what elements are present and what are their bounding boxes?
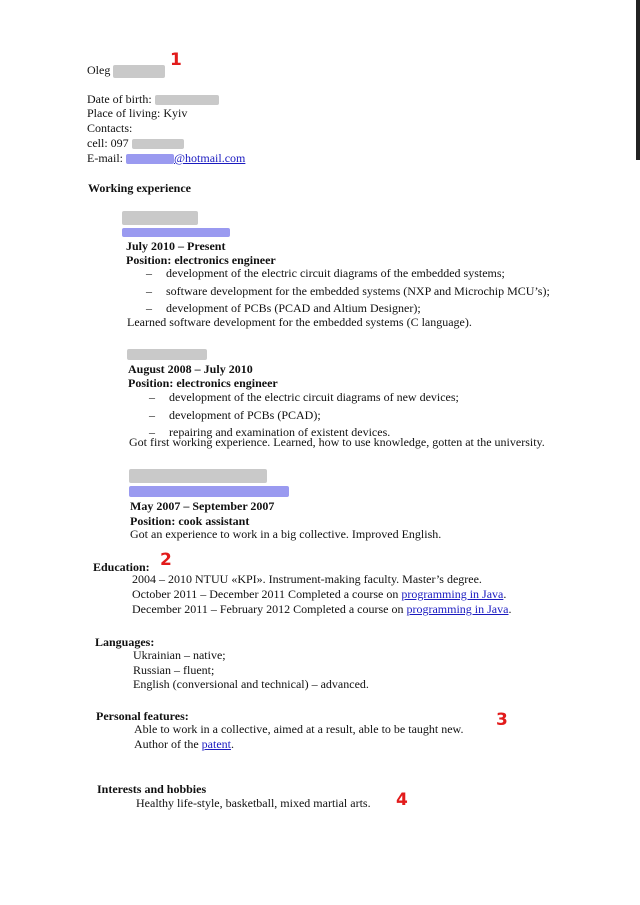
email-link[interactable]: @hotmail.com — [174, 151, 246, 165]
personal-feature-line: Able to work in a collective, aimed at a result, able to be taught new. — [134, 722, 464, 736]
marker-4: 4 — [396, 790, 408, 810]
email-line — [87, 151, 245, 166]
redacted-email-user — [126, 154, 174, 164]
place-line — [87, 106, 187, 121]
job-1-duty: – development of PCBs (PCAD and Altium Designer); — [146, 301, 550, 316]
cell-prefix: 097 — [110, 136, 129, 150]
place-value: Kyiv — [163, 106, 188, 120]
working-experience-title: Working experience — [88, 181, 191, 195]
cell-label: cell: — [87, 136, 108, 150]
education-item: October 2011 – December 2011 Completed a course on programming in Java. — [132, 587, 507, 601]
interests-text: Healthy life-style, basketball, mixed martial arts. — [136, 796, 371, 810]
place-label: Place of living: — [87, 106, 161, 120]
redacted-company-link-3 — [129, 486, 289, 497]
education-item: 2004 – 2010 NTUU «KPI». Instrument-making faculty. Master’s degree. — [132, 572, 482, 586]
interests-title: Interests and hobbies — [97, 782, 207, 796]
patent-line: Author of the patent. — [134, 737, 234, 751]
language-item: Russian – fluent; — [133, 663, 215, 677]
job-3-period: May 2007 – September 2007 — [130, 499, 275, 513]
name-line — [87, 63, 165, 78]
language-item: Ukrainian – native; — [133, 648, 226, 662]
marker-2: 2 — [160, 550, 172, 570]
redacted-company-1 — [122, 211, 198, 225]
job-3-note: Got an experience to work in a big collective. Improved English. — [130, 527, 442, 541]
job-1-duty: – development of the electric circuit diagrams of the embedded systems; — [146, 266, 550, 281]
redacted-company-link-1 — [122, 228, 230, 237]
marker-3: 3 — [496, 710, 508, 730]
java-course-link[interactable]: programming in Java — [406, 602, 509, 616]
personal-features-title: Personal features: — [96, 709, 189, 723]
contacts-label: Contacts: — [87, 121, 133, 135]
email-label: E-mail: — [87, 151, 123, 165]
languages-title: Languages: — [95, 635, 155, 649]
job-2-duties — [149, 390, 459, 440]
job-1-duty: – software development for the embedded systems (NXP and Microchip MCU’s); — [146, 284, 550, 299]
language-item: English (conversional and technical) – advanced. — [133, 677, 369, 691]
education-item: December 2011 – February 2012 Completed a course on programming in Java. — [132, 602, 512, 616]
patent-link[interactable]: patent — [201, 737, 231, 751]
cell-line — [87, 136, 184, 151]
job-1-note: Learned software development for the embedded systems (C language). — [127, 315, 472, 329]
job-2-duty: – repairing and examination of existent devices. — [149, 425, 459, 440]
job-3-position: Position: cook assistant — [130, 514, 250, 528]
job-1-period: July 2010 – Present — [126, 239, 226, 253]
java-course-link[interactable]: programming in Java — [401, 587, 504, 601]
job-1-duties — [146, 266, 550, 316]
job-2-period: August 2008 – July 2010 — [128, 362, 253, 376]
birth-label: Date of birth: — [87, 92, 152, 106]
redacted-company-3 — [129, 469, 267, 483]
redacted-company-2 — [127, 349, 207, 360]
redacted-birthdate — [155, 95, 219, 105]
job-2-note: Got first working experience. Learned, how to use knowledge, gotten at the university. — [129, 435, 545, 449]
redacted-phone — [132, 139, 184, 149]
birth-line — [87, 92, 219, 107]
marker-1: 1 — [170, 50, 182, 70]
scan-edge — [636, 0, 640, 160]
job-2-duty: – development of PCBs (PCAD); — [149, 408, 459, 423]
job-2-duty: – development of the electric circuit diagrams of new devices; — [149, 390, 459, 405]
redacted-surname — [113, 65, 165, 78]
first-name: Oleg — [87, 63, 111, 77]
job-2-position: Position: electronics engineer — [128, 376, 278, 390]
education-title: Education: — [93, 560, 150, 574]
job-1-position: Position: electronics engineer — [126, 253, 276, 267]
